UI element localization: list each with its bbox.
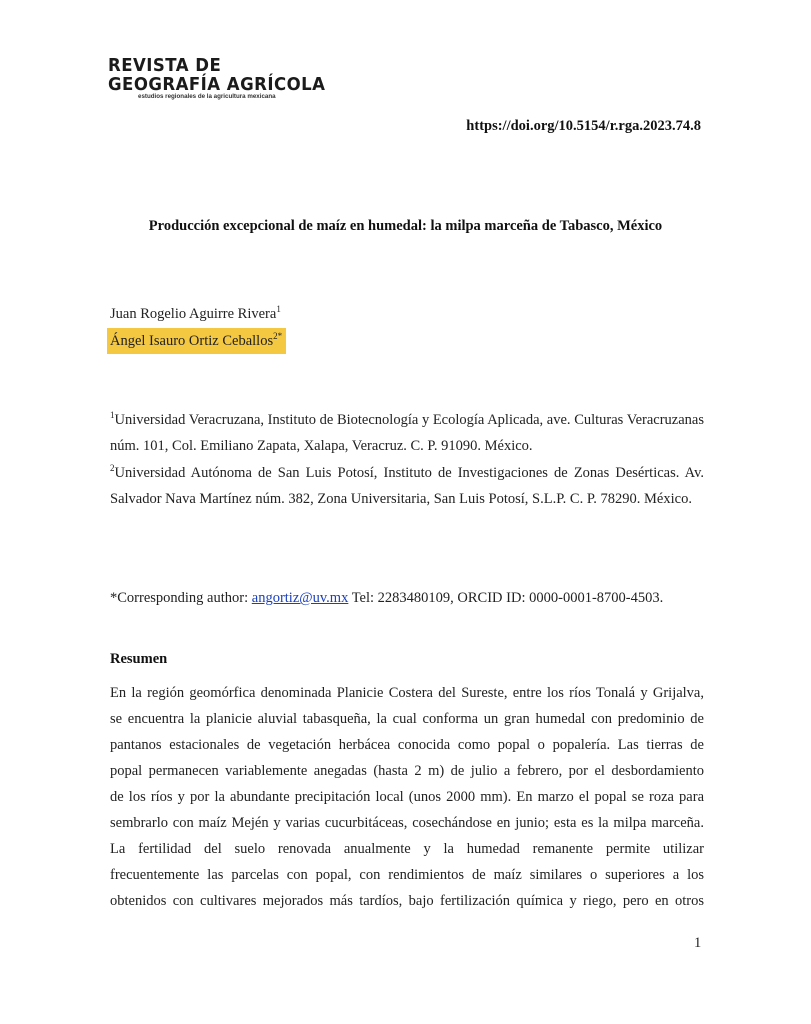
author-1 bbox=[110, 304, 281, 323]
affiliation-2 bbox=[110, 455, 704, 512]
email-link[interactable]: angortiz@uv.mx bbox=[251, 590, 349, 606]
author-1-sup: 1 bbox=[276, 304, 281, 314]
abstract-line: se encuentra la planicie aluvial tabasqueña, la cual conforma un gran humedal con predominio de bbox=[110, 711, 704, 727]
author-2-highlighted bbox=[107, 328, 286, 354]
abstract-line: obtenidos con cultivares mejorados más tardíos, bajo fertilización química y riego, pero en otros bbox=[110, 893, 704, 909]
abstract-body bbox=[110, 680, 704, 914]
corresponding-prefix: *Corresponding author: bbox=[110, 590, 252, 606]
abstract-line: sembrarlo con maíz Mején y varias cucurbitáceas, cosechándose en junio; esta es la milpa marceña. bbox=[110, 815, 704, 831]
abstract-line: popal permanecen variablemente anegadas (hasta 2 m) de julio a febrero, por el desbordamiento bbox=[110, 763, 704, 779]
logo-line-2: GEOGRAFÍA AGRÍCOLA bbox=[108, 74, 326, 95]
abstract-line: En la región geomórfica denominada Planicie Costera del Sureste, entre los ríos Tonalá y Grijalva, bbox=[110, 685, 704, 701]
abstract-heading: Resumen bbox=[110, 651, 168, 667]
abstract-line: de los ríos y por la abundante precipitación local (unos 2000 mm). En marzo el popal se roza para bbox=[110, 789, 704, 805]
journal-logo bbox=[108, 55, 326, 100]
author-1-name: Juan Rogelio Aguirre Rivera bbox=[110, 305, 277, 322]
abstract-line: pantanos estacionales de vegetación herbácea conocida como popal o popalería. Las tierras de bbox=[110, 737, 704, 753]
paper-title: Producción excepcional de maíz en humedal: la milpa marceña de Tabasco, México bbox=[148, 218, 663, 234]
abstract-line: frecuentemente las parcelas con popal, con rendimientos de maíz similares o superiores a los bbox=[110, 867, 704, 883]
affiliation-1 bbox=[110, 402, 704, 459]
affiliation-2-sup: 2 bbox=[110, 463, 115, 473]
logo-line-1: REVISTA DE bbox=[108, 55, 222, 76]
doi-link[interactable]: https://doi.org/10.5154/r.rga.2023.74.8 bbox=[466, 118, 701, 134]
author-2-name: Ángel Isauro Ortiz Ceballos bbox=[110, 332, 274, 349]
affiliation-1-text: Universidad Veracruzana, Instituto de Biotecnología y Ecología Aplicada, ave. Culturas Veracruzanas núm. 101, Col. Emiliano Zapata, Xalapa, Veracruz. C. P. 91090. México. bbox=[110, 411, 704, 454]
author-2-sup: 2* bbox=[273, 331, 283, 341]
corresponding-suffix: Tel: 2283480109, ORCID ID: 0000-0001-8700-4503. bbox=[348, 590, 664, 606]
abstract-line: La fertilidad del suelo renovada anualmente y la humedad remanente permite utilizar bbox=[110, 841, 704, 857]
affiliation-2-text: Universidad Autónoma de San Luis Potosí, Instituto de Investigaciones de Zonas Desérticas. Av. Salvador Nava Martínez núm. 382, Zona Universitaria, San Luis Potosí, S.L.P. C. P. 78290. México. bbox=[110, 464, 704, 507]
page-number: 1 bbox=[694, 935, 702, 951]
affiliation-1-sup: 1 bbox=[110, 410, 115, 420]
logo-subtitle: estudios regionales de la agricultura mexicana bbox=[138, 93, 276, 100]
corresponding-author bbox=[110, 590, 663, 607]
